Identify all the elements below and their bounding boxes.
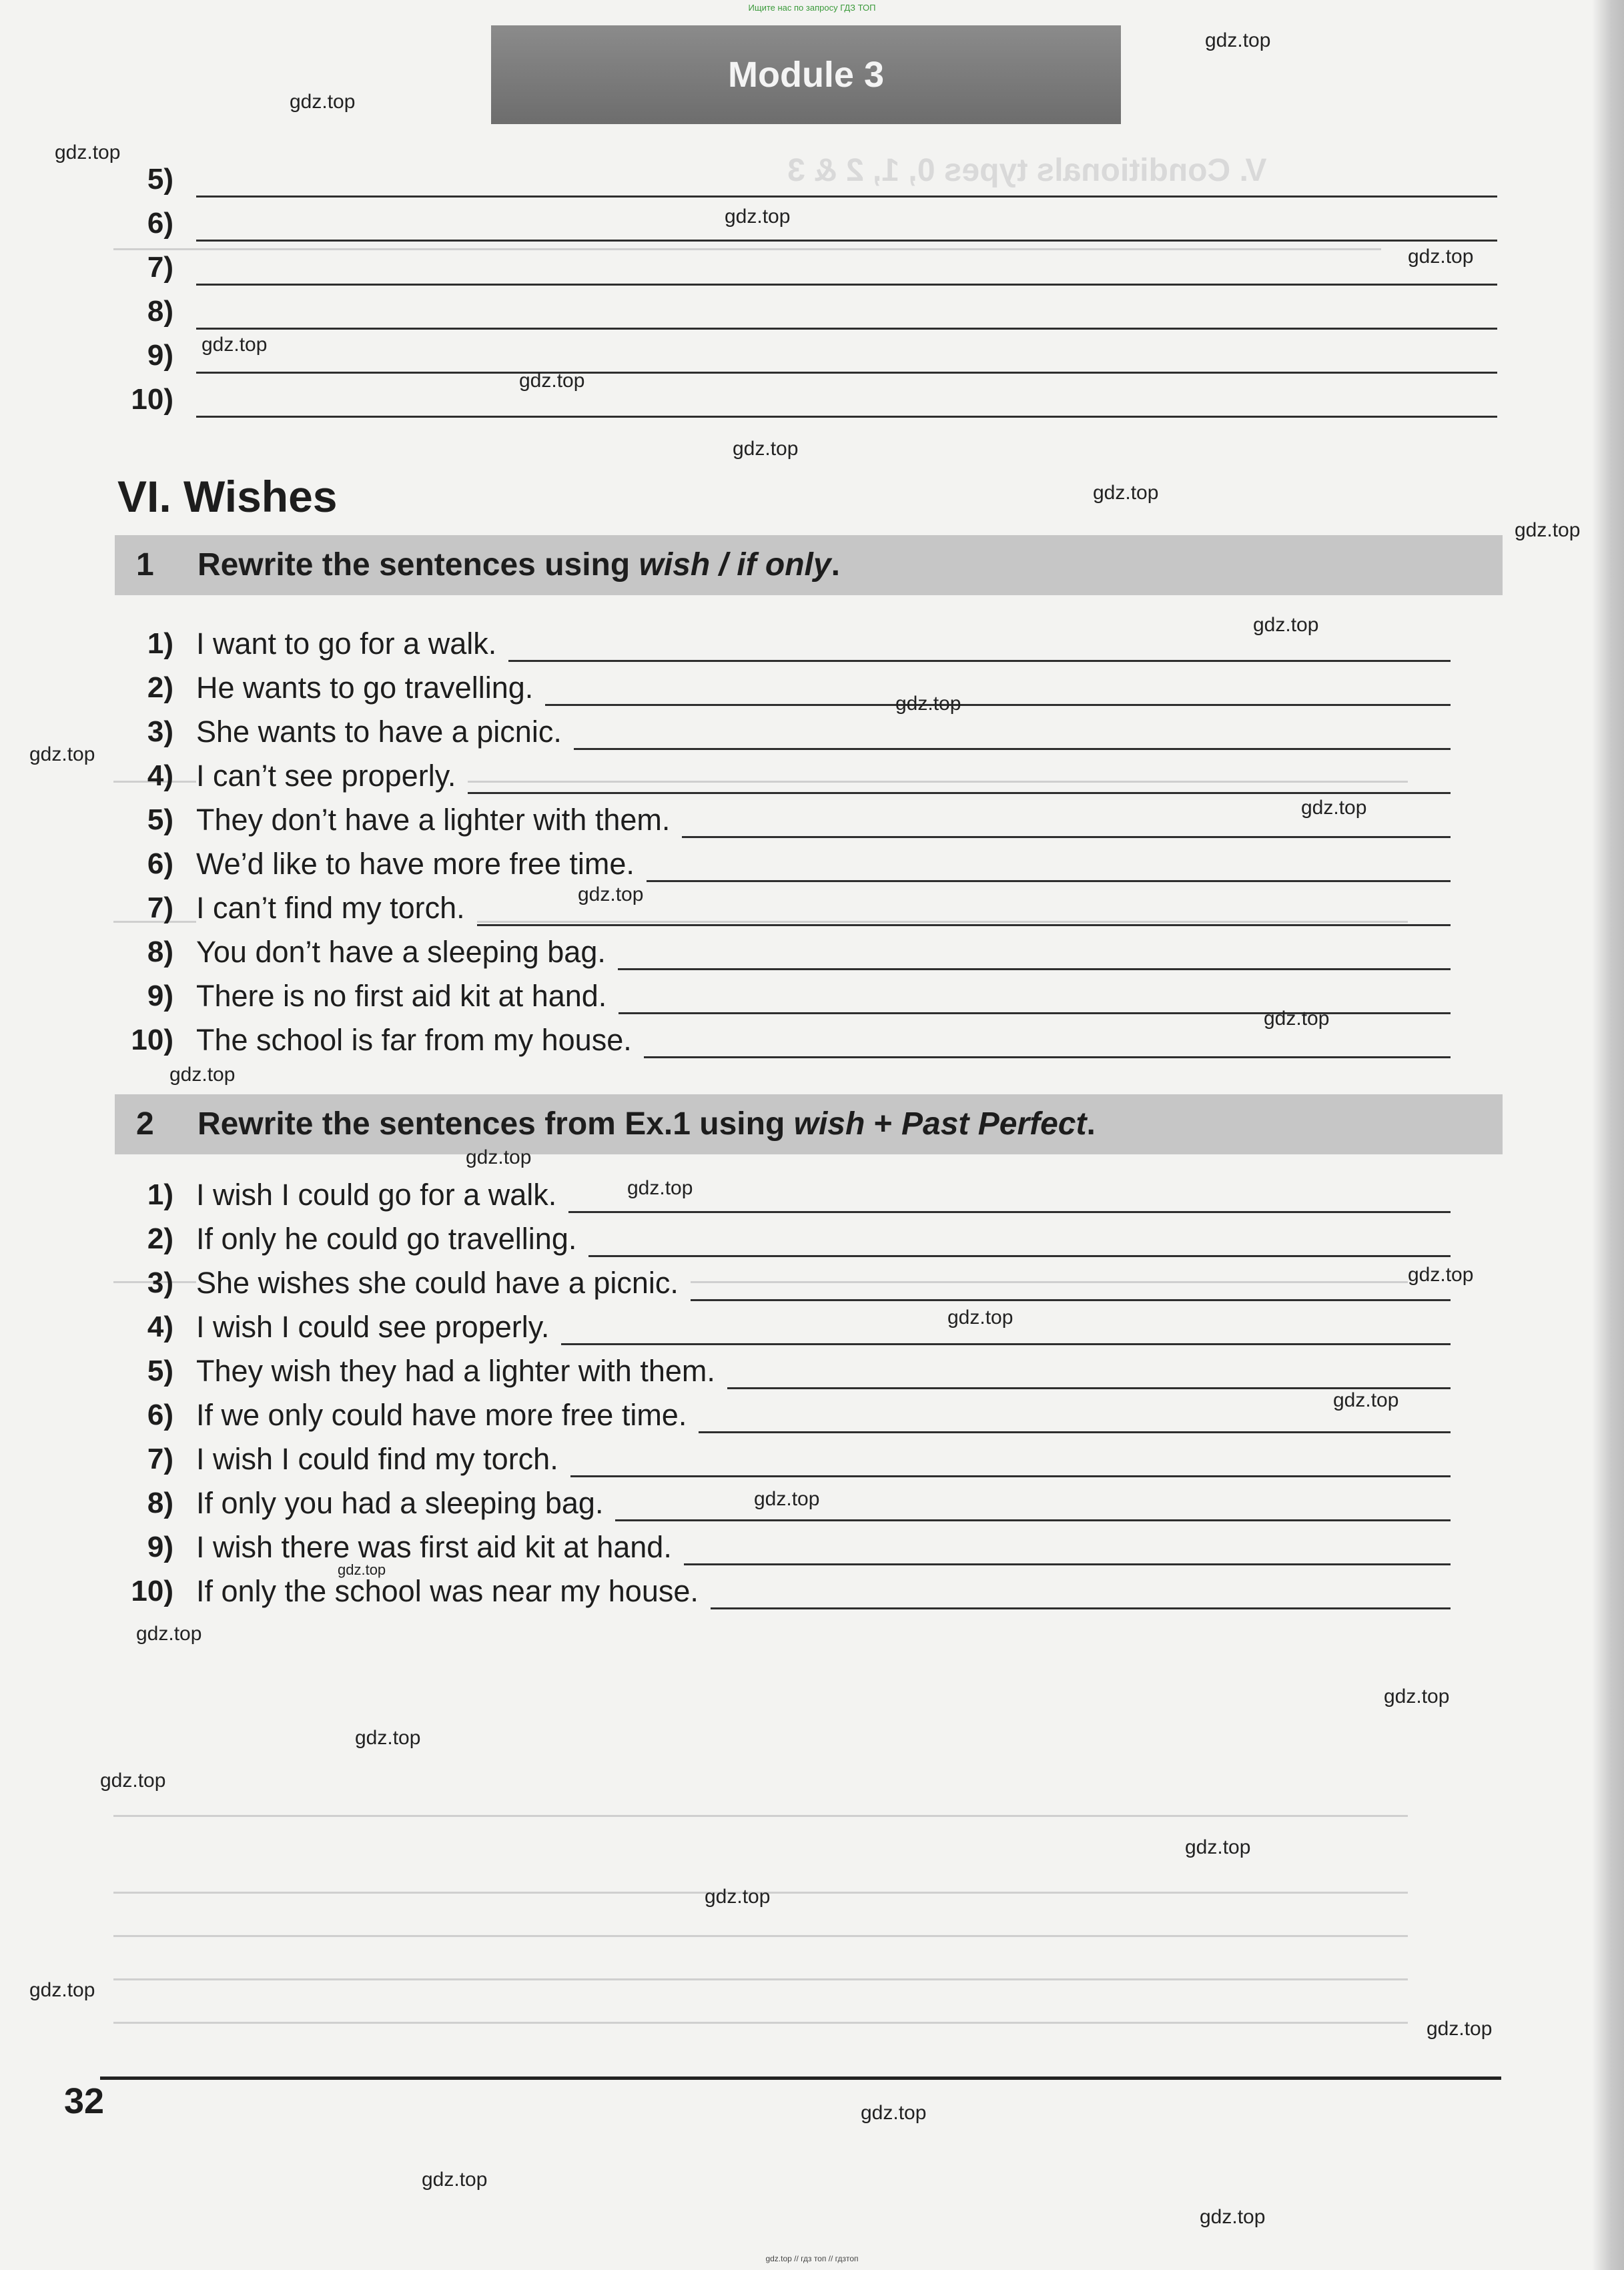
- item-text: She wishes she could have a picnic.: [196, 1261, 691, 1305]
- answer-line[interactable]: [196, 240, 1497, 242]
- exercise-2-item: [113, 1569, 1451, 1613]
- instruction-part: +: [865, 1106, 901, 1142]
- watermark: gdz.top: [29, 743, 95, 765]
- exercise-1-item: [113, 930, 1451, 974]
- item-text: There is no first aid kit at hand.: [196, 974, 619, 1018]
- ghost-line: [113, 1978, 1408, 1980]
- exercise-2-item: [113, 1437, 1451, 1481]
- item-text: I can’t see properly.: [196, 754, 468, 798]
- watermark: gdz.top: [169, 1064, 236, 1086]
- module-tab: [491, 25, 1121, 124]
- exercise-1-item: [113, 622, 1451, 666]
- item-number: 4): [147, 1310, 173, 1343]
- instruction-emphasis: wish: [793, 1106, 865, 1142]
- watermark: gdz.top: [466, 1146, 532, 1168]
- site-note-top: Ищите нас по запросу ГДЗ ТОП: [748, 3, 876, 13]
- exercise-1-item: [113, 842, 1451, 886]
- item-number: 8): [147, 1487, 173, 1519]
- top-row-number: 10): [131, 383, 173, 416]
- exercise-instruction: [197, 535, 840, 595]
- watermark: gdz.top: [100, 1770, 166, 1792]
- item-number: 9): [147, 1531, 173, 1563]
- watermark: gdz.top: [338, 1561, 386, 1578]
- item-number: 3): [147, 715, 173, 748]
- ghost-band-line: [113, 1815, 1408, 1817]
- exercise-2-item: [113, 1217, 1451, 1261]
- item-text: I wish I could find my torch.: [196, 1437, 570, 1481]
- exercise-1-item: [113, 1018, 1451, 1062]
- item-number: 10): [131, 1024, 173, 1056]
- watermark: gdz.top: [1515, 519, 1581, 541]
- watermark: gdz.top: [201, 334, 268, 356]
- watermark: gdz.top: [290, 91, 356, 113]
- page-number: 32: [64, 2081, 105, 2121]
- watermark: gdz.top: [705, 1886, 771, 1908]
- answer-line[interactable]: [196, 372, 1497, 374]
- item-text: The school is far from my house.: [196, 1018, 644, 1062]
- watermark: gdz.top: [861, 2102, 927, 2124]
- watermark: gdz.top: [1333, 1389, 1399, 1411]
- site-note-bottom: gdz.top // гдз топ // гдзтоп: [765, 2254, 859, 2263]
- instruction-part: Rewrite the sentences from Ex.1 using: [197, 1106, 794, 1142]
- top-row: [113, 157, 1497, 202]
- item-number: 2): [147, 671, 173, 704]
- item-number: 10): [131, 1575, 173, 1607]
- item-text: I wish I could go for a walk.: [196, 1173, 568, 1217]
- item-number: 5): [147, 803, 173, 836]
- section-title: VI. Wishes: [117, 472, 338, 521]
- watermark: gdz.top: [1185, 1836, 1251, 1858]
- exercise-number: 1: [136, 547, 154, 583]
- top-row: [113, 378, 1497, 422]
- watermark: gdz.top: [1205, 29, 1271, 51]
- item-number: 7): [147, 1443, 173, 1475]
- watermark: gdz.top: [627, 1177, 693, 1199]
- item-text: He wants to go travelling.: [196, 666, 545, 710]
- exercise-2-item: [113, 1393, 1451, 1437]
- instruction-emphasis: Past Perfect: [901, 1106, 1087, 1142]
- watermark: gdz.top: [578, 883, 644, 905]
- top-row-number: 6): [147, 207, 173, 240]
- ghost-line: [113, 2022, 1408, 2024]
- exercise-instruction: [197, 1094, 1096, 1154]
- watermark: gdz.top: [1093, 482, 1159, 504]
- watermark: gdz.top: [29, 1979, 95, 2001]
- watermark: gdz.top: [355, 1727, 421, 1749]
- footer-rule: [100, 2076, 1501, 2080]
- exercise-2-item: [113, 1261, 1451, 1305]
- item-text: I can’t find my torch.: [196, 886, 477, 930]
- watermark: gdz.top: [1253, 614, 1319, 636]
- top-row-number: 9): [147, 339, 173, 372]
- top-row: [113, 290, 1497, 334]
- item-number: 8): [147, 935, 173, 968]
- item-text: If only he could go travelling.: [196, 1217, 588, 1261]
- item-number: 3): [147, 1266, 173, 1299]
- page-edge-shadow: [1592, 0, 1624, 2270]
- item-number: 6): [147, 847, 173, 880]
- watermark: gdz.top: [1408, 1264, 1474, 1286]
- item-text: I want to go for a walk.: [196, 622, 508, 666]
- item-number: 1): [147, 1178, 173, 1211]
- item-text: You don’t have a sleeping bag.: [196, 930, 618, 974]
- ghost-heading: V. Conditionals types 0, 1, 2 & 3: [787, 153, 1267, 188]
- item-text: They don’t have a lighter with them.: [196, 798, 682, 842]
- exercise-2-item: [113, 1173, 1451, 1217]
- exercise-2-header: [115, 1094, 1503, 1154]
- watermark: gdz.top: [1408, 246, 1474, 268]
- watermark: gdz.top: [136, 1623, 202, 1645]
- item-number: 1): [147, 627, 173, 660]
- exercise-1-item: [113, 886, 1451, 930]
- exercise-number: 2: [136, 1106, 154, 1142]
- watermark: gdz.top: [754, 1488, 820, 1510]
- watermark: gdz.top: [733, 438, 799, 460]
- top-row: [113, 246, 1497, 290]
- instruction-part: .: [1086, 1106, 1096, 1142]
- watermark: gdz.top: [1264, 1008, 1330, 1030]
- exercise-1-item: [113, 798, 1451, 842]
- instruction-emphasis: wish / if only: [639, 547, 831, 583]
- module-label: Module 3: [727, 55, 884, 95]
- item-number: 9): [147, 980, 173, 1012]
- answer-line[interactable]: [196, 328, 1497, 330]
- exercise-2-item: [113, 1349, 1451, 1393]
- watermark: gdz.top: [422, 2169, 488, 2191]
- item-text: I wish I could see properly.: [196, 1305, 561, 1349]
- instruction-part: Rewrite the sentences using: [197, 547, 639, 583]
- watermark: gdz.top: [1384, 1685, 1450, 1708]
- answer-line[interactable]: [196, 284, 1497, 286]
- item-number: 5): [147, 1355, 173, 1387]
- item-text: If only the school was near my house.: [196, 1569, 711, 1613]
- ghost-line: [113, 1935, 1408, 1937]
- watermark: gdz.top: [1427, 2018, 1493, 2040]
- watermark: gdz.top: [1200, 2206, 1266, 2228]
- exercise-1-item: [113, 974, 1451, 1018]
- watermark: gdz.top: [725, 206, 791, 228]
- exercise-1-header: [115, 535, 1503, 595]
- instruction-part: .: [831, 547, 840, 583]
- item-text: If only you had a sleeping bag.: [196, 1481, 615, 1525]
- watermark: gdz.top: [1301, 797, 1367, 819]
- top-row: [113, 202, 1497, 246]
- item-number: 7): [147, 891, 173, 924]
- item-number: 6): [147, 1399, 173, 1431]
- top-row: [113, 334, 1497, 378]
- item-text: If we only could have more free time.: [196, 1393, 699, 1437]
- exercise-1-item: [113, 754, 1451, 798]
- answer-line[interactable]: [196, 196, 1497, 198]
- watermark: gdz.top: [895, 693, 961, 715]
- watermark: gdz.top: [55, 141, 121, 163]
- watermark: gdz.top: [519, 370, 585, 392]
- item-text: She wants to have a picnic.: [196, 710, 574, 754]
- exercise-2-item: [113, 1525, 1451, 1569]
- exercise-1-item: [113, 666, 1451, 710]
- top-row-number: 8): [147, 295, 173, 328]
- item-text: They wish they had a lighter with them.: [196, 1349, 727, 1393]
- top-row-number: 5): [147, 163, 173, 196]
- exercise-1-item: [113, 710, 1451, 754]
- item-number: 2): [147, 1222, 173, 1255]
- item-text: I wish there was first aid kit at hand.: [196, 1525, 684, 1569]
- answer-line[interactable]: [196, 416, 1497, 418]
- top-row-number: 7): [147, 251, 173, 284]
- item-number: 4): [147, 759, 173, 792]
- exercise-2-item: [113, 1305, 1451, 1349]
- watermark: gdz.top: [947, 1306, 1013, 1329]
- item-text: We’d like to have more free time.: [196, 842, 647, 886]
